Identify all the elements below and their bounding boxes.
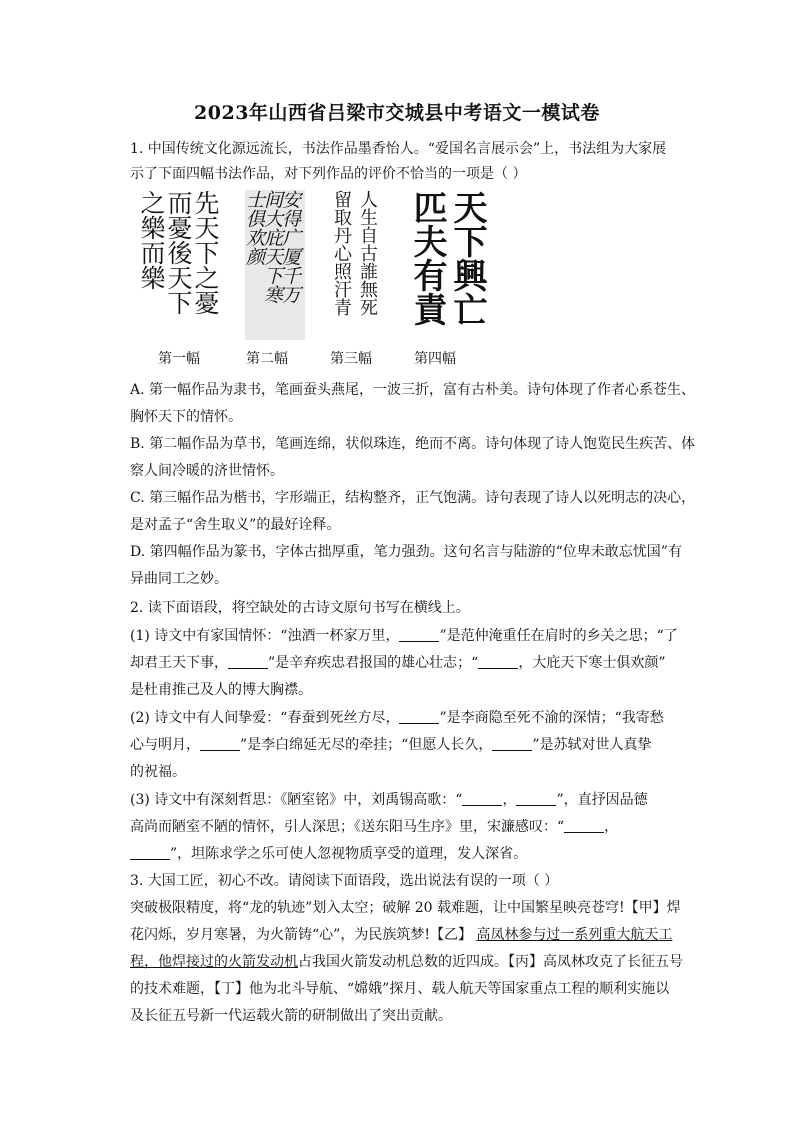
- artwork-1-column-1: 先天下之憂: [191, 190, 220, 315]
- answer-blank[interactable]: [478, 656, 518, 669]
- caption-artwork-3: 第三幅: [330, 351, 372, 367]
- q3-underlined-sentence-part1: 高凤林参与过一系列重大航天工: [476, 927, 673, 943]
- q2-line1: 2. 读下面语段，将空缺处的古诗文原句书写在横线上。: [130, 600, 470, 616]
- q2-p3-text-e: ，: [604, 819, 619, 835]
- artwork-2-column-2: 间大庇天下寒: [261, 190, 283, 304]
- answer-blank[interactable]: [399, 629, 439, 642]
- option-b-line1: B. 第二幅作品为草书，笔画连绵，状似珠连，绝而不离。诗句体现了诗人饱览民生疾苦、体: [130, 436, 696, 452]
- answer-blank[interactable]: [228, 656, 268, 669]
- page-title: 2023年山西省吕梁市交城县中考语文一模试卷: [194, 102, 600, 124]
- q3-line4-text: 占我国火箭发动机总数的近四成。【丙】高凤林攻克了长征五号: [298, 954, 683, 970]
- q2-p1-line1: [130, 626, 678, 646]
- q2-p2-text-d: ”是李白绵延无尽的牵挂；“但愿人长久，: [240, 737, 493, 753]
- q2-p2-line1: [130, 708, 670, 728]
- option-c-line1: C. 第三幅作品为楷书，字形端正，结构整齐，正气饱满。诗句表现了诗人以死明志的决心，: [130, 490, 696, 506]
- q2-p3-line2: [130, 817, 670, 837]
- option-d-line1: D. 第四幅作品为篆书，字体古拙厚重，笔力强劲。这句名言与陆游的“位卑未敢忘忧国”有: [130, 544, 682, 560]
- answer-blank[interactable]: [200, 738, 240, 751]
- q3-line6: 及长征五号新一代运载火箭的研制做出了突出贡献。: [130, 1008, 452, 1024]
- q2-p2-text-e: ”是苏轼对世人真挚: [532, 737, 652, 753]
- q3-line1: 3. 大国工匠，初心不改。请阅读下面语段，选出说法有误的一项（ ）: [130, 873, 559, 889]
- calligraphy-artwork-3: [328, 190, 388, 345]
- q2-p1-text-b: ”是范仲淹重任在肩时的乡关之思；“了: [439, 628, 678, 644]
- caption-artwork-4: 第四幅: [414, 351, 456, 367]
- q3-line5: 的技术难题，【丁】他为北斗导航、“嫦娥”探月、载人航天等国家重点工程的顺利实施以: [130, 981, 670, 997]
- option-b-line2: 察人间冷暖的济世情怀。: [130, 463, 284, 479]
- answer-blank[interactable]: [130, 847, 170, 860]
- option-d-line2: 异曲同工之妙。: [130, 571, 228, 587]
- caption-artwork-2: 第二幅: [246, 351, 288, 367]
- q2-p2-text-b: ”是李商隐至死不渝的深情；“我寄愁: [439, 710, 664, 726]
- q2-p1-text-c: 却君王天下事，: [130, 655, 228, 671]
- option-c-line2: 是对孟子“舍生取义”的最好诠释。: [130, 517, 341, 533]
- answer-blank[interactable]: [492, 738, 532, 751]
- q3-line3: [130, 925, 673, 945]
- q3-line4: [130, 952, 683, 972]
- calligraphy-artwork-1: [137, 190, 230, 345]
- q2-p3-text-d: 高尚而陋室不陋的情怀，引人深思；《送东阳马生序》里，宋濂感叹：“: [130, 819, 565, 835]
- q2-p1-text-e: ，大庇天下寒士俱欢颜”: [518, 655, 666, 671]
- artwork-3-column-1: 人生自古誰無死: [357, 190, 378, 316]
- q2-p2-text-a: (2) 诗文中有人间挚爱：“春蚕到死丝方尽，: [130, 710, 400, 726]
- q2-p2-line3: 的祝福。: [130, 764, 186, 780]
- q2-p1-line2: [130, 653, 670, 673]
- q1-line2: 示了下面四幅书法作品，对下列作品的评价不恰当的一项是（ ）: [130, 166, 527, 182]
- q3-line3-text: 花闪烁，岁月寒暑，为火箭铸“心”，为民族筑梦!【乙】: [130, 927, 477, 943]
- artwork-1-column-2: 而憂後天下: [164, 190, 193, 315]
- answer-blank[interactable]: [462, 793, 502, 806]
- q3-underlined-sentence-part2: 程，他焊接过的火箭发动机: [130, 954, 298, 970]
- q2-p3-text-f: ”，坦陈求学之乐可使人忽视物质享受的道理，发人深省。: [170, 846, 528, 862]
- q2-p3-line1: [130, 790, 670, 810]
- artwork-3-column-2: 留取丹心照汗青: [331, 190, 352, 316]
- caption-artwork-1: 第一幅: [158, 351, 200, 367]
- q2-p1-text-d: ”是辛弃疾忠君报国的雄心壮志；“: [268, 655, 479, 671]
- artwork-4-column-1: 天下興亡: [447, 190, 487, 326]
- q2-p2-text-c: 心与明月，: [130, 737, 200, 753]
- answer-blank[interactable]: [399, 711, 439, 724]
- q3-line2: 突破极限精度，将“龙的轨迹”划入太空；破解 20 载难题，让中国繁星映亮苍穹!【甲】焊: [130, 900, 681, 916]
- q2-p3-text-c: ”，直抒因品德: [556, 792, 648, 808]
- artwork-2-column-1: 安得广厦千万: [279, 190, 301, 304]
- answer-blank[interactable]: [564, 820, 604, 833]
- q2-p1-line3: 是杜甫推己及人的博大胸襟。: [130, 682, 312, 698]
- calligraphy-artwork-4: [405, 190, 485, 345]
- option-a-line2: 胸怀天下的情怀。: [130, 409, 242, 425]
- answer-blank[interactable]: [516, 793, 556, 806]
- artwork-4-column-2: 匹夫有責: [407, 190, 447, 326]
- artwork-1-column-3: 之樂而樂: [137, 190, 166, 290]
- calligraphy-artwork-2: [245, 190, 305, 340]
- q2-p2-line2: [130, 735, 670, 755]
- q2-p3-text-b: ，: [502, 792, 517, 808]
- q1-line1: 1. 中国传统文化源远流长，书法作品墨香怡人。“爱国名言展示会”上，书法组为大家展: [130, 141, 667, 157]
- q2-p1-text-a: (1) 诗文中有家国情怀：“浊酒一杯家万里，: [130, 628, 400, 644]
- q2-p3-text-a: (3) 诗文中有深刻哲思：《陋室铭》中，刘禹锡高歌：“: [130, 792, 463, 808]
- artwork-2-column-3: 士俱欢颜: [243, 190, 265, 266]
- q2-p3-line3: [130, 844, 670, 864]
- option-a-line1: A. 第一幅作品为隶书，笔画蚕头燕尾，一波三折，富有古朴美。诗句体现了作者心系苍生、: [130, 382, 696, 398]
